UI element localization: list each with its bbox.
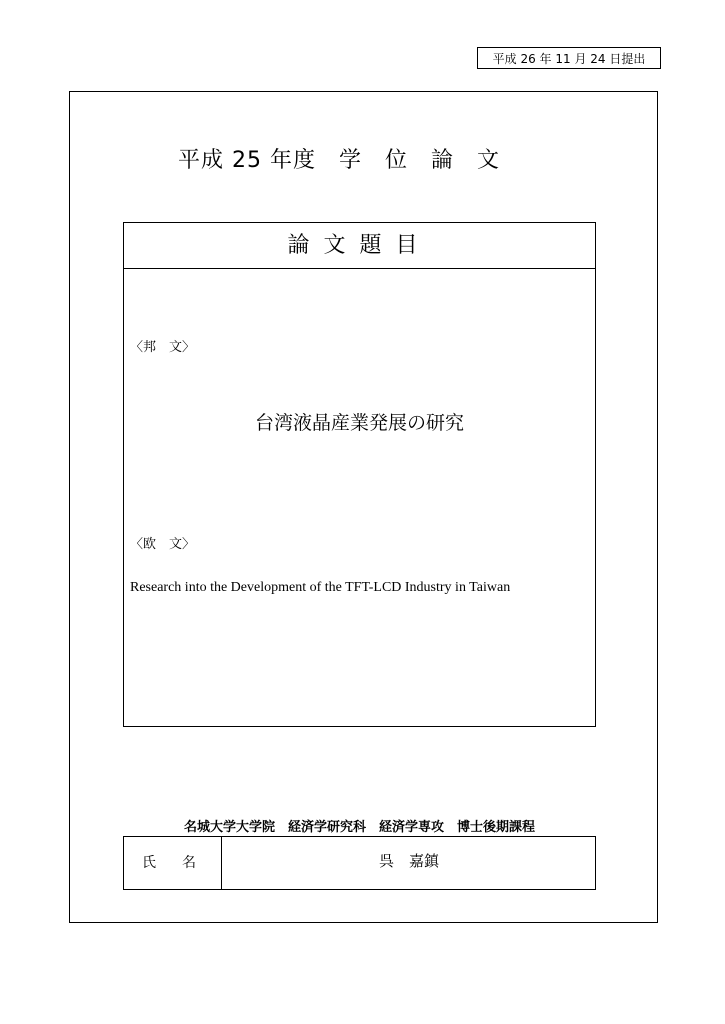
submission-date: 平成 26 年 11 月 24 日提出 bbox=[477, 47, 661, 69]
name-value: 呉 嘉鎮 bbox=[378, 852, 439, 870]
main-title: 平成 25 年度 学 位 論 文 bbox=[178, 148, 500, 173]
japanese-label: 〈邦 文〉 bbox=[130, 340, 196, 355]
japanese-title: 台湾液晶産業発展の研究 bbox=[254, 412, 464, 434]
english-title: Research into the Development of the TFT-LCD Industry in Taiwan bbox=[130, 580, 511, 595]
title-box bbox=[123, 222, 596, 727]
affiliation: 名城大学大学院 経済学研究科 経済学専攻 博士後期課程 bbox=[183, 820, 535, 835]
title-box-header: 論文題目 bbox=[123, 222, 596, 269]
name-label: 氏 名 bbox=[123, 836, 222, 890]
english-label: 〈欧 文〉 bbox=[130, 537, 196, 552]
